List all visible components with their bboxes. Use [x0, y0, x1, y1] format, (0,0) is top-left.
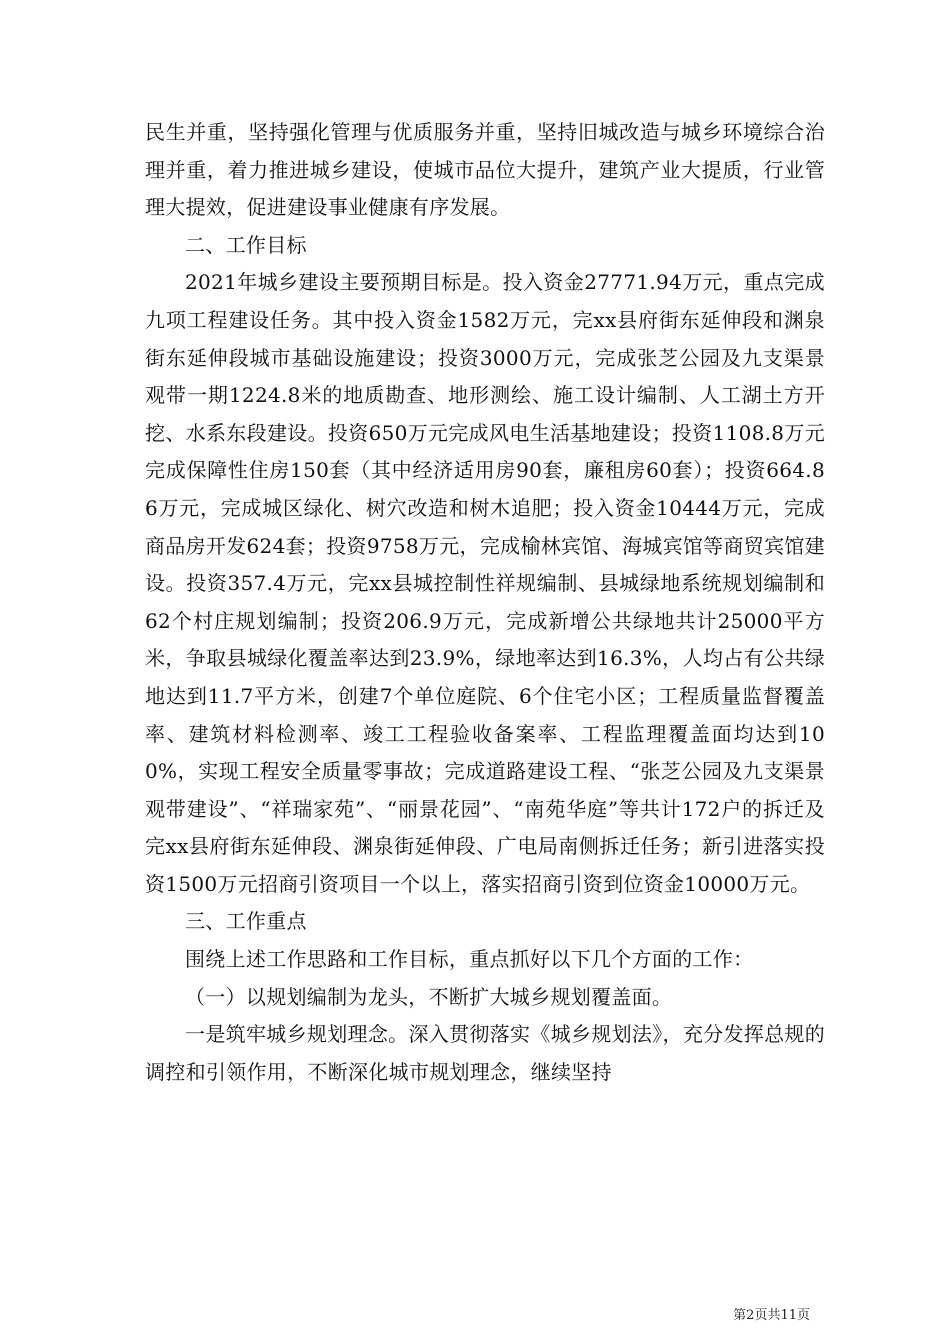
heading-work-focus: 三、工作重点 — [185, 909, 307, 934]
heading-work-goals: 二、工作目标 — [185, 232, 307, 257]
paragraph-goals: 2021年城乡建设主要预期目标是。投入资金27771.94万元，重点完成九项工程建设任务。其中投入资金1582万元，完xx县府街东延伸段和渊泉街东延伸段城市基础设施建设；投资3000万元，完成张芝公园及九支渠景观带一期1224.8米的地质勘查、地形测绘、施工设计编制、人工湖土方开挖、水系东段建设。投资650万元完成风电生活基地建设；投资1108.8万元完成保障性住房150套（其中经济适用房90套，廉租房60套）；投资664.86万元，完成城区绿化、树穴改造和树木追肥；投入资金10444万元，完成商品房开发624套；投资9758万元，完成榆林宾馆、海城宾馆等商贸宾馆建设。投资357.4万元，完xx县城控制性祥规编制、县城绿地系统规划编制和62个村庄规划编制；投资206.9万元，完成新增公共绿地共计25000平方米，争取县城绿化覆盖率达到23.9%，绿地率达到16.3%，人均占有公共绿地达到11.7平方米，创建7个单位庭院、6个住宅小区；工程质量监督覆盖率、建筑材料检测率、竣工工程验收备案率、工程监理覆盖面均达到100%，实现工程安全质量零事故；完成道路建设工程、“张芝公园及九支渠景观带建设”、“祥瑞家苑”、“丽景花园”、“南苑华庭”等共计172户的拆迁及完xx县府街东延伸段、渊泉街延伸段、广电局南侧拆迁任务；新引进落实投资1500万元招商引资项目一个以上，落实招商引资到位资金10000万元。 — [145, 270, 825, 896]
paragraph-planning-concept: 一是筑牢城乡规划理念。深入贯彻落实《城乡规划法》，充分发挥总规的调控和引领作用，不断深化城市规划理念，继续坚持 — [145, 1022, 825, 1084]
page-number-footer: 第2页共11页 — [733, 1308, 810, 1323]
document-body — [145, 114, 825, 1091]
paragraph-intro: 民生并重，坚持强化管理与优质服务并重，坚持旧城改造与城乡环境综合治理并重，着力推进城乡建设，使城市品位大提升，建筑产业大提质，行业管理大提效，促进建设事业健康有序发展。 — [145, 120, 825, 220]
subheading-planning: （一）以规划编制为龙头，不断扩大城乡规划覆盖面。 — [185, 984, 673, 1009]
paragraph-focus-intro: 围绕上述工作思路和工作目标，重点抓好以下几个方面的工作： — [185, 947, 754, 972]
